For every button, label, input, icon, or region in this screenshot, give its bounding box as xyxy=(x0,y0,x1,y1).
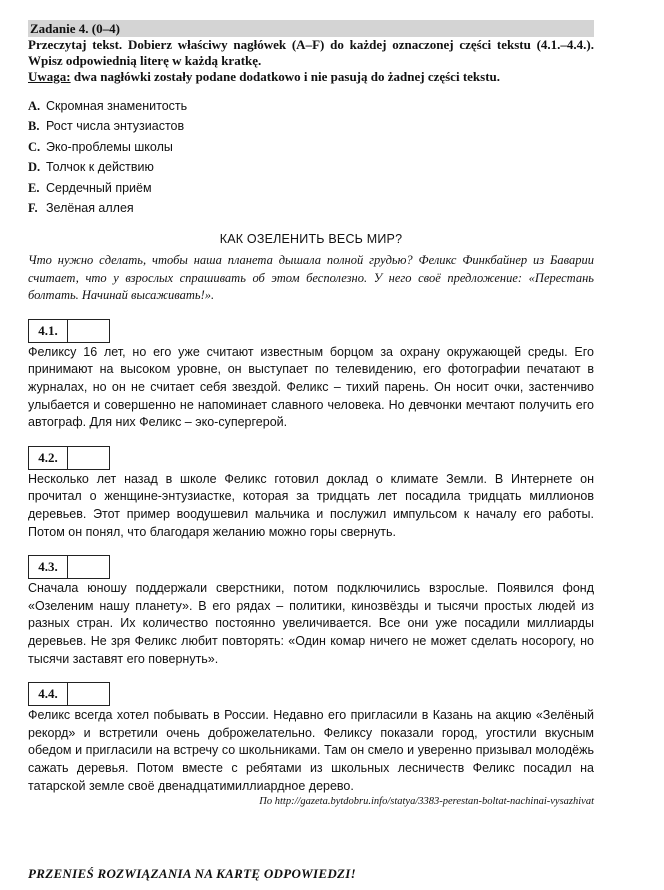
answer-box xyxy=(28,555,110,579)
answer-input-box[interactable] xyxy=(68,556,109,578)
transfer-answers-note: PRZENIEŚ ROZWIĄZANIA NA KARTĘ ODPOWIEDZI! xyxy=(28,866,356,881)
exam-page xyxy=(28,20,594,809)
article-title: КАК ОЗЕЛЕНИТЬ ВЕСЬ МИР? xyxy=(219,232,403,247)
section-4-1 xyxy=(28,319,594,432)
answer-box xyxy=(28,319,110,343)
instruction-text: Przeczytaj tekst. Dobierz właściwy nagłówek (A–F) do każdej oznaczonej części tekstu (4.1.–4.4.). Wpisz odpowiednią literę w każdą kratkę. xyxy=(28,37,594,68)
task-instruction xyxy=(28,37,594,85)
section-number: 4.1. xyxy=(29,320,68,342)
option-c xyxy=(28,137,594,157)
option-text: Толчок к действию xyxy=(46,160,154,175)
option-d xyxy=(28,157,594,177)
section-4-3 xyxy=(28,555,594,668)
answer-input-box[interactable] xyxy=(68,683,109,705)
option-letter: A. xyxy=(28,99,41,113)
source-citation: По http://gazeta.bytdobru.info/statya/3383-perestan-boltat-nachinai-vysazhivat xyxy=(259,796,594,808)
option-letter: C. xyxy=(28,139,41,154)
option-letter: D. xyxy=(28,160,41,175)
section-text: Феликс всегда хотел побывать в России. Недавно его пригласили в Казань на акцию «Зелёный рекорд» и встретили очень доброжелательно. Феликсу показали город, угостили вкусным обедом и пригласили на встречу со школьниками. Там он смело и уверенно призывал молодёжь сажать деревья. Потом вместе с ребятами из школьных лесничеств Феликс посадил на татарской земле своё двенадцатимиллиардное дерево. xyxy=(28,708,594,793)
answer-box xyxy=(28,682,110,706)
article-lead: Что нужно сделать, чтобы наша планета дышала полной грудью? Феликс Финкбайнер из Баварии считает, что у взрослых спрашивать об этом бесполезно. У него своё предложение: «Перестань болтать. Начинай высаживать!». xyxy=(28,253,594,303)
section-text: Сначала юношу поддержали сверстники, потом подключились взрослые. Появился фонд «Озеленим нашу планету». В его рядах – политики, кинозвёзды и тысячи простых людей из разных стран. Их количество постоянно увеличивается. Все они уже посадили миллиарды деревьев. Не зря Феликс любит повторять: «Один комар ничего не может сделать носорогу, но тысячи заставят его повернуть». xyxy=(28,581,594,666)
option-text: Рост числа энтузиастов xyxy=(46,119,185,134)
option-letter: B. xyxy=(28,119,40,134)
option-text: Эко-проблемы школы xyxy=(46,139,173,154)
section-number: 4.3. xyxy=(29,556,68,578)
option-e xyxy=(28,178,594,198)
option-b xyxy=(28,116,594,136)
task-header: Zadanie 4. (0–4) xyxy=(28,20,594,37)
section-number: 4.4. xyxy=(29,683,68,705)
section-4-2 xyxy=(28,446,594,541)
option-letter: F. xyxy=(28,200,38,215)
note-text: dwa nagłówki zostały podane dodatkowo i nie pasują do żadnej części tekstu. xyxy=(70,69,501,84)
answer-input-box[interactable] xyxy=(68,320,109,342)
option-f xyxy=(28,198,594,218)
option-letter: E. xyxy=(28,180,40,195)
option-a xyxy=(28,96,594,116)
section-text: Феликсу 16 лет, но его уже считают известным борцом за охрану окружающей среды. Его принимают на высоком уровне, он выступает по телевидению, его фотографии печатают в журналах, но он не считает себя звездой. Феликс – тихий парень. Он носит очки, застенчиво улыбается и совершенно не напоминает славного человека. Но девчонки мечтают получить его автограф. Для них Феликс – эко-супергерой. xyxy=(28,344,594,430)
option-text: Зелёная аллея xyxy=(46,200,134,215)
option-text: Скромная знаменитость xyxy=(46,99,188,113)
heading-options-list xyxy=(28,96,594,218)
answer-box xyxy=(28,446,110,470)
option-text: Сердечный приём xyxy=(46,180,152,195)
section-4-4 xyxy=(28,682,594,809)
note-label: Uwaga: xyxy=(28,69,71,84)
answer-input-box[interactable] xyxy=(68,447,109,469)
section-text: Несколько лет назад в школе Феликс готовил доклад о климате Земли. В Интернете он прочитал о женщине-энтузиастке, которая за тридцать лет посадила тридцать миллионов деревьев. Этот пример воодушевил мальчика и послужил импульсом к началу его работы. Потом он понял, что благодаря желанию можно горы свернуть. xyxy=(28,471,594,539)
section-number: 4.2. xyxy=(29,447,68,469)
